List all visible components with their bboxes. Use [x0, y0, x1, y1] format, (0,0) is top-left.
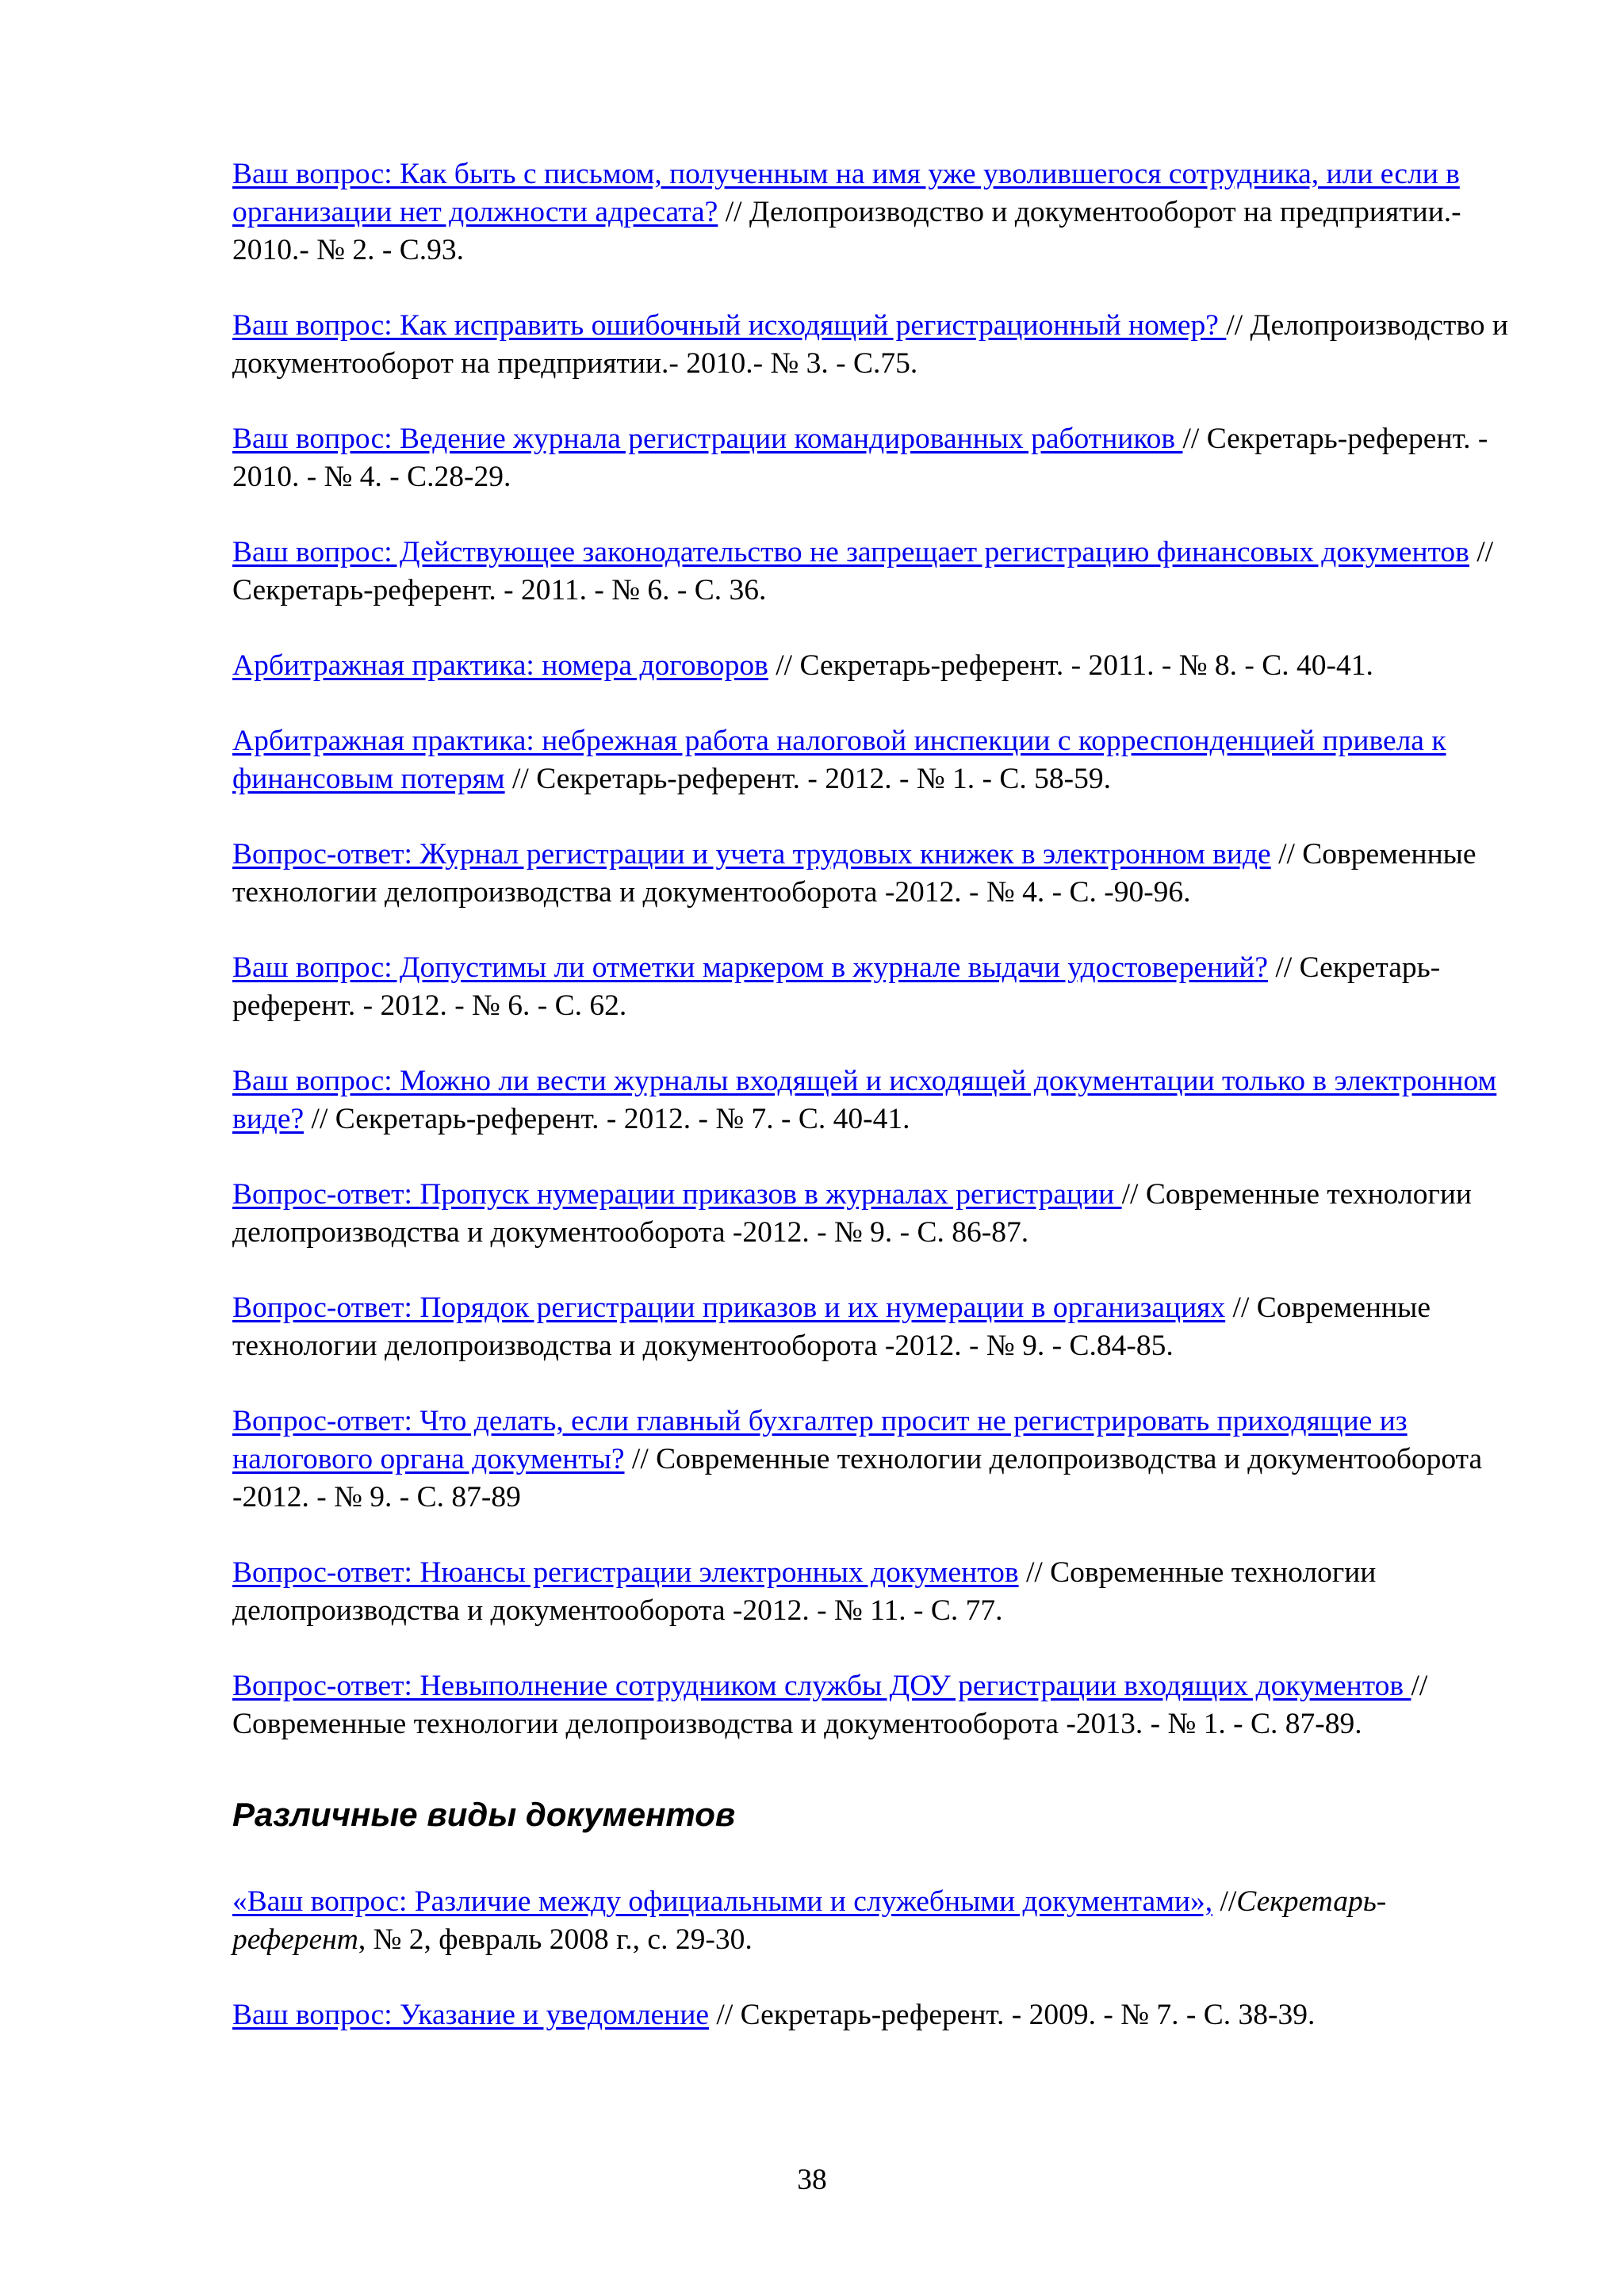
- list-item: [232, 836, 1509, 912]
- entry-source: // Секретарь-референт. - 2012. - № 7. - С. 40-41.: [304, 1103, 910, 1135]
- list-item: [232, 1062, 1509, 1138]
- list-item: [232, 307, 1509, 383]
- entry-link[interactable]: Ваш вопрос: Ведение журнала регистрации командированных работников: [232, 423, 1183, 455]
- list-item: [232, 534, 1509, 610]
- entry-source: // Современные технологии делопроизводства и документооборота -2013. - № 1. - С. 87-89.: [232, 1670, 1428, 1740]
- entry-link[interactable]: Вопрос-ответ: Нюансы регистрации электронных документов: [232, 1556, 1019, 1589]
- entry-link[interactable]: Ваш вопрос: Как исправить ошибочный исходящий регистрационный номер?: [232, 309, 1227, 342]
- entry-journal-italic: Секретарь-референт: [232, 1885, 1387, 1956]
- bibliography-list: [232, 155, 1509, 2072]
- entry-link[interactable]: Вопрос-ответ: Что делать, если главный бухгалтер просит не регистрировать приходящие из налогового органа документы?: [232, 1405, 1408, 1475]
- list-item: [232, 1996, 1509, 2034]
- entry-link[interactable]: Ваш вопрос: Как быть с письмом, полученным на имя уже уволившегося сотрудника, или если в организации нет должности адресата?: [232, 158, 1460, 228]
- entry-source: // Современные технологии делопроизводства и документооборота -2012. - № 9. - С.84-85.: [232, 1292, 1431, 1362]
- entry-source-prefix: //: [1212, 1885, 1237, 1918]
- list-item: [232, 647, 1509, 685]
- entry-source: // Секретарь-референт. - 2010. - № 4. - С.28-29.: [232, 423, 1488, 493]
- list-item: [232, 1402, 1509, 1517]
- entry-source: // Секретарь-референт. - 2011. - № 8. - С. 40-41.: [768, 649, 1373, 682]
- entry-link[interactable]: Вопрос-ответ: Порядок регистрации приказов и их нумерации в организациях: [232, 1292, 1226, 1324]
- entry-source: // Делопроизводство и документооборот на предприятии.- 2010.- № 2. - С.93.: [232, 196, 1461, 266]
- entry-source: // Современные технологии делопроизводства и документооборота -2012. - № 11. - С. 77.: [232, 1556, 1377, 1627]
- entry-source: // Современные технологии делопроизводства и документооборота -2012. - № 9. - С. 87-89: [232, 1443, 1483, 1513]
- entry-source: // Секретарь-референт. - 2012. - № 6. - С. 62.: [232, 951, 1441, 1022]
- entry-source: // Делопроизводство и документооборот на предприятии.- 2010.- № 3. - С.75.: [232, 309, 1508, 380]
- entry-link[interactable]: Ваш вопрос: Указание и уведомление: [232, 1999, 710, 2031]
- list-item: [232, 949, 1509, 1025]
- entry-link[interactable]: Вопрос-ответ: Журнал регистрации и учета трудовых книжек в электронном виде: [232, 838, 1271, 871]
- list-item: [232, 1289, 1509, 1365]
- entry-link[interactable]: Вопрос-ответ: Пропуск нумерации приказов в журналах регистрации: [232, 1178, 1122, 1211]
- entry-source: // Секретарь-референт. - 2011. - № 6. - С. 36.: [232, 536, 1494, 607]
- page-number: 38: [797, 2164, 827, 2196]
- entry-link[interactable]: Арбитражная практика: номера договоров: [232, 649, 768, 682]
- entry-link[interactable]: Ваш вопрос: Допустимы ли отметки маркером в журнале выдачи удостоверений?: [232, 951, 1269, 984]
- entry-link[interactable]: Арбитражная практика: небрежная работа налоговой инспекции с корреспонденцией привела к финансовым потерям: [232, 725, 1446, 795]
- entry-link[interactable]: «Ваш вопрос: Различие между официальными и служебными документами»,: [232, 1885, 1213, 1918]
- entry-source: // Секретарь-референт. - 2012. - № 1. - С. 58-59.: [504, 763, 1111, 795]
- list-item: [232, 155, 1509, 270]
- list-item: [232, 1176, 1509, 1252]
- entry-source: , № 2, февраль 2008 г., с. 29-30.: [358, 1923, 753, 1956]
- list-item: [232, 1883, 1509, 1959]
- list-item: [232, 420, 1509, 496]
- list-item: [232, 1667, 1509, 1743]
- entry-source: // Современные технологии делопроизводства и документооборота -2012. - № 9. - С. 86-87.: [232, 1178, 1473, 1249]
- entry-source: // Современные технологии делопроизводства и документооборота -2012. - № 4. - С. -90-96.: [232, 838, 1477, 909]
- entry-link[interactable]: Ваш вопрос: Можно ли вести журналы входящей и исходящей документации только в электронном виде?: [232, 1065, 1497, 1135]
- list-item: [232, 722, 1509, 798]
- entry-link[interactable]: Ваш вопрос: Действующее законодательство не запрещает регистрацию финансовых документов: [232, 536, 1469, 568]
- registration-entries: [232, 155, 1509, 1743]
- list-item: [232, 1554, 1509, 1630]
- entry-link[interactable]: Вопрос-ответ: Невыполнение сотрудником службы ДОУ регистрации входящих документов: [232, 1670, 1411, 1702]
- section-heading: Различные виды документов: [232, 1796, 736, 1833]
- entry-source: // Секретарь-референт. - 2009. - № 7. - С. 38-39.: [709, 1999, 1316, 2031]
